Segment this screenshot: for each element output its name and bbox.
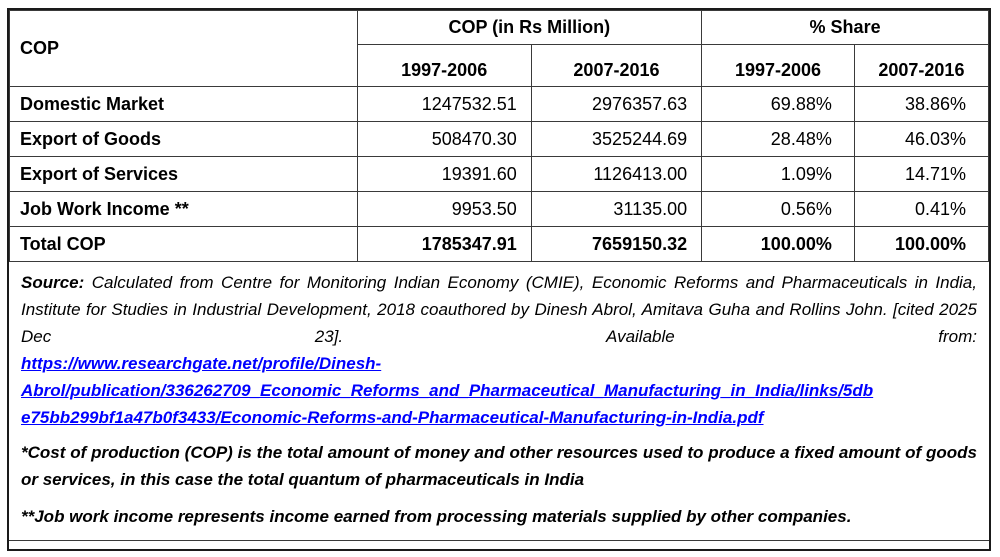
value-cell: 38.86% bbox=[854, 87, 988, 122]
value-cell: 0.56% bbox=[702, 192, 855, 227]
source-note bbox=[21, 269, 977, 350]
source-link[interactable] bbox=[21, 350, 977, 431]
value-cell: 1.09% bbox=[702, 157, 855, 192]
value-cell: 508470.30 bbox=[357, 122, 531, 157]
row-label: Job Work Income ** bbox=[10, 192, 358, 227]
value-cell: 19391.60 bbox=[357, 157, 531, 192]
value-cell: 69.88% bbox=[702, 87, 855, 122]
value-cell: 7659150.32 bbox=[531, 227, 701, 262]
table-row-export-goods bbox=[10, 122, 989, 157]
sub-header-rs-1997-2006: 1997-2006 bbox=[357, 45, 531, 87]
value-cell: 100.00% bbox=[854, 227, 988, 262]
table-row-export-services bbox=[10, 157, 989, 192]
value-cell: 28.48% bbox=[702, 122, 855, 157]
row-label: Export of Services bbox=[10, 157, 358, 192]
sub-header-rs-2007-2016: 2007-2016 bbox=[531, 45, 701, 87]
value-cell: 3525244.69 bbox=[531, 122, 701, 157]
table-row-total-cop bbox=[10, 227, 989, 262]
footnote-job-work-income: **Job work income represents income earned from processing materials supplied by other companies. bbox=[21, 507, 852, 526]
corner-header-cop: COP bbox=[10, 11, 358, 87]
value-cell: 46.03% bbox=[854, 122, 988, 157]
value-cell: 1247532.51 bbox=[357, 87, 531, 122]
group-header-percent-share: % Share bbox=[702, 11, 989, 45]
source-link-line: e75bb299bf1a47b0f3433/Economic-Reforms-and-Pharmaceutical-Manufacturing-in-India.pdf bbox=[21, 408, 764, 427]
sub-header-share-2007-2016: 2007-2016 bbox=[854, 45, 988, 87]
group-header-cop-rs-million: COP (in Rs Million) bbox=[357, 11, 702, 45]
source-text: Calculated from Centre for Monitoring Indian Economy (CMIE), Economic Reforms and Pharmaceuticals in India, Institute for Studies in Industrial Development, 2018 coauthored by Dinesh Abrol, Amitava Guha and Rollins John. [cited 2025 Dec 23]. Available from: bbox=[21, 273, 977, 346]
row-label: Export of Goods bbox=[10, 122, 358, 157]
sub-header-share-1997-2006: 1997-2006 bbox=[702, 45, 855, 87]
value-cell: 1126413.00 bbox=[531, 157, 701, 192]
cop-table-document bbox=[7, 8, 991, 551]
group-header-row bbox=[10, 11, 989, 45]
value-cell: 0.41% bbox=[854, 192, 988, 227]
footnote-cop-definition: *Cost of production (COP) is the total amount of money and other resources used to produce a fixed amount of goods or services, in this case the total quantum of pharmaceuticals in India bbox=[21, 443, 977, 489]
source-link-line: Abrol/publication/336262709_Economic_Reforms_and_Pharmaceutical_Manufacturing_in_India/links/5db bbox=[21, 381, 874, 400]
table-row-job-work-income bbox=[10, 192, 989, 227]
table-row-domestic-market bbox=[10, 87, 989, 122]
source-link-line: https://www.researchgate.net/profile/Dinesh- bbox=[21, 354, 382, 373]
value-cell: 9953.50 bbox=[357, 192, 531, 227]
value-cell: 2976357.63 bbox=[531, 87, 701, 122]
row-label: Domestic Market bbox=[10, 87, 358, 122]
source-label: Source: bbox=[21, 273, 85, 292]
row-label: Total COP bbox=[10, 227, 358, 262]
value-cell: 14.71% bbox=[854, 157, 988, 192]
cop-table bbox=[9, 10, 989, 262]
notes-section bbox=[9, 262, 989, 541]
value-cell: 1785347.91 bbox=[357, 227, 531, 262]
value-cell: 100.00% bbox=[702, 227, 855, 262]
empty-bottom-row bbox=[9, 541, 989, 549]
value-cell: 31135.00 bbox=[531, 192, 701, 227]
